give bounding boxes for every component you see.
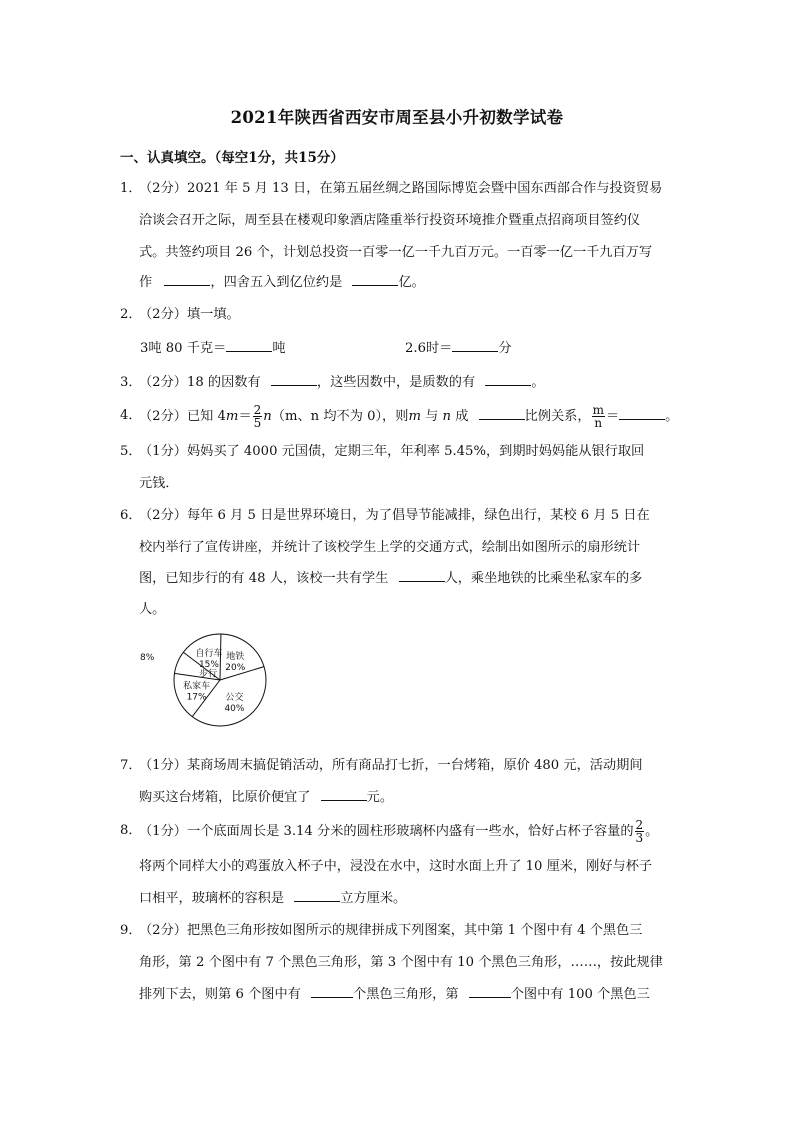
question-number: 8．	[120, 823, 142, 838]
fraction: $\frac{2}{3}$	[635, 818, 644, 845]
answer-blank[interactable]	[469, 985, 511, 998]
question-number: 5．	[120, 444, 142, 459]
question-number: 1．	[120, 181, 142, 196]
fill-item: 3吨 80 千克＝ 吨	[140, 341, 286, 356]
question-number: 9．	[120, 923, 142, 938]
pie-label: 地铁	[226, 651, 245, 662]
question-text: 口相平，玻璃杯的容积是 立方厘米。	[139, 891, 407, 906]
question-text: （2分）18 的因数有 ，这些因数中，是质数的有 。	[139, 375, 545, 390]
question-text: （1分）妈妈买了 4000 元国债，定期三年，年利率 5.45%，到期时妈妈能从银行取回	[139, 444, 645, 459]
fraction: $\frac{2}{5}$	[253, 403, 262, 430]
pie-label: 公交	[225, 692, 244, 703]
fraction: $\frac{m}{n}$	[592, 403, 604, 430]
section-heading: 一、认真填空。（每空1分，共15分）	[120, 150, 344, 166]
question-text: 人。	[139, 602, 166, 617]
question-text: 校内举行了宣传讲座，并统计了该校学生上学的交通方式，绘制出如图所示的扇形统计	[139, 540, 641, 555]
answer-blank[interactable]	[321, 788, 367, 801]
question-text: 购买这台烤箱，比原价便宜了 元。	[139, 790, 394, 805]
question-number: 7．	[120, 758, 142, 773]
pie-label: 自行车	[195, 649, 223, 660]
question-text: 元钱．	[139, 476, 179, 491]
question-text: （2分）填一填。	[139, 307, 240, 322]
pie-label: 步行	[199, 669, 218, 680]
answer-blank[interactable]	[352, 273, 398, 286]
pie-value-label: 20%	[225, 662, 246, 673]
page-title: 2021年陕西省西安市周至县小升初数学试卷	[230, 108, 564, 127]
pie-value-label: 15%	[198, 660, 219, 671]
pie-value-label: 8%	[140, 653, 155, 663]
answer-blank[interactable]	[271, 373, 317, 386]
question-number: 4．	[120, 408, 142, 423]
pie-chart	[138, 628, 268, 728]
question-text: 作 ，四舍五入到亿位约是 亿。	[139, 275, 425, 290]
question-text: 式。共签约项目 26 个，计划总投资一百零一亿一千九百万元。一百零一亿一千九百万写	[139, 245, 653, 260]
question-text: （2分）每年 6 月 5 日是世界环境日，为了倡导节能减排，绿色出行，某校 6 月 5 日在	[139, 508, 650, 523]
pie-label: 私家车	[183, 681, 211, 692]
question-number: 2．	[120, 307, 142, 322]
answer-blank[interactable]	[619, 407, 665, 420]
question-text: 图，已知步行的有 48 人，该校一共有学生 人，乘坐地铁的比乘坐私家车的多	[139, 571, 643, 586]
question-text: （2分）2021 年 5 月 13 日，在第五届丝绸之路国际博览会暨中国东西部合作与投资贸易	[139, 181, 663, 196]
answer-blank[interactable]	[479, 407, 525, 420]
answer-blank[interactable]	[226, 339, 272, 352]
question-text: （1分）某商场周末搞促销活动，所有商品打七折，一台烤箱，原价 480 元，活动期间	[139, 758, 643, 773]
question-text: （2分）把黑色三角形按如图所示的规律拼成下列图案，其中第 1 个图中有 4 个黑色三	[139, 923, 643, 938]
question-number: 6．	[120, 508, 142, 523]
question-text: 排列下去，则第 6 个图中有 个黑色三角形，第 个图中有 100 个黑色三	[139, 987, 650, 1002]
answer-blank[interactable]	[311, 985, 353, 998]
question-text: 将两个同样大小的鸡蛋放入杯子中，浸没在水中，这时水面上升了 10 厘米，刚好与杯子	[139, 859, 653, 874]
answer-blank[interactable]	[294, 889, 340, 902]
answer-blank[interactable]	[485, 373, 531, 386]
question-text: 洽谈会召开之际，周至县在楼观印象酒店隆重举行投资环境推介暨重点招商项目签约仪	[139, 213, 641, 228]
answer-blank[interactable]	[452, 339, 498, 352]
question-text: 角形，第 2 个图中有 7 个黑色三角形，第 3 个图中有 10 个黑色三角形，……，按此规律	[139, 955, 663, 970]
question-text: （1分）一个底面周长是 3.14 分米的圆柱形玻璃杯内盛有一些水，恰好占杯子容量的 $\frac{2}{3}$ 。	[139, 818, 659, 845]
pie-value-label: 40%	[224, 703, 245, 714]
question-text: （2分）已知 4m＝ $\frac{2}{5}$ n（m、n 均不为 0），则m 与 n 成 比例关系， $\frac{m}{n}$ ＝ 。	[139, 403, 679, 430]
fill-item: 2.6时＝ 分	[405, 341, 512, 356]
answer-blank[interactable]	[164, 273, 210, 286]
pie-value-label: 17%	[186, 692, 207, 703]
question-number: 3．	[120, 375, 142, 390]
answer-blank[interactable]	[399, 569, 445, 582]
